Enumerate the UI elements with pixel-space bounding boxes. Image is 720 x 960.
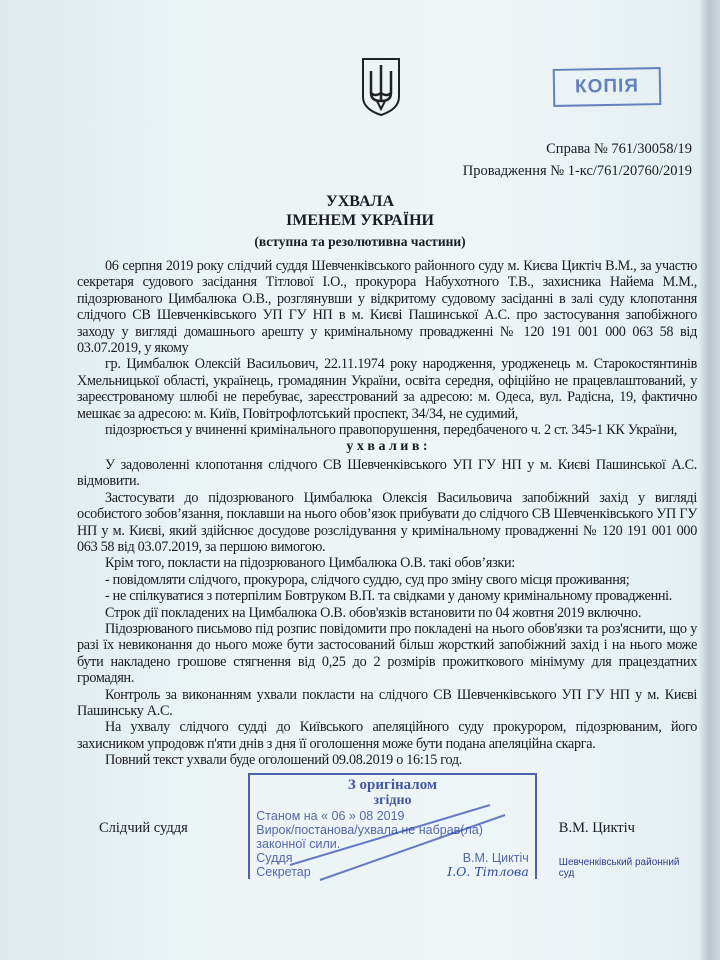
ruling-paragraph: У задоволенні клопотання слідчого СВ Шевченківського УП ГУ НП у м. Києві Пашинської А.С. відмовити. — [77, 456, 697, 490]
ruling-paragraph: - не спілкуватися з потерпілим Бовтруком В.П. та свідками у даному кримінальному провадженні. — [105, 588, 673, 605]
proceeding-number: Провадження № 1-кс/761/20760/2019 — [462, 163, 692, 179]
document-title: УХВАЛА — [326, 193, 394, 210]
document-note: (вступна та резолютивна частини) — [254, 234, 466, 249]
stamp-secretary-label: Секретар — [256, 864, 311, 879]
case-number: Справа № 761/30058/19 — [546, 141, 692, 157]
ruling-paragraph: Повний текст ухвали буде оголошений 09.08.2019 о 16:15 год. — [105, 752, 463, 769]
stamp-line-2: законної сили. — [256, 836, 341, 851]
signature-role: Слідчий суддя — [99, 819, 188, 836]
ruling-paragraph: Застосувати до підозрюваного Цимбалюка Олексія Васильовича запобіжний захід у вигляді особистого зобов’язання, поклавши на нього обов’язок прибувати до слідчого СВ Шевченківського УП ГУ НП у м. Києві, який здійснює досудове розслідування у кримінальному провадженні № 120 191 001 000 063 58 від 03.07.2019, за першою вимогою. — [77, 489, 697, 555]
suspect-paragraph: гр. Цимбалюк Олексій Васильович, 22.11.1974 року народження, уродженець м. Старокостянтинів Хмельницької області, українець, громадянин України, освіта середня, офіційно не працевлаштований, у зареєстрованому шлюбі не перебуває, зареєстрований за адресою: м. Одеса, вул. Радісна, 19, фактично мешкає за адресою: м. Київ, Повітрофлотський проспект, 34/34, не судимий, — [77, 356, 697, 422]
ruling-paragraph: Підозрюваного письмово під розпис повідомити про покладені на нього обов'язки та роз'яснити, що у разі їх невиконання до нього може бути застосований більш жорсткий запобіжний захід і на нього може бути накладено грошове стягнення від 0,25 до 2 розмірів прожиткового мінімуму для працездатних громадян. — [77, 620, 697, 687]
signature-row — [77, 773, 697, 879]
stamp-judge-label: Суддя — [256, 850, 293, 865]
ruling-paragraph: Строк дії покладених на Цимбалюка О.В. обов'язків встановити по 04 жовтня 2019 включно. — [105, 604, 642, 621]
charge-paragraph: підозрюється у вчиненні кримінального правопорушення, передбаченого ч. 2 ст. 345-1 КК України, — [105, 422, 678, 439]
stamp-secretary-signature: І.О. Тітлова — [447, 863, 529, 879]
stamp-heading: З оригіналом — [347, 776, 438, 793]
court-stamp-text: Шевченківський районний суд — [558, 856, 680, 879]
ruling-paragraph: - повідомляти слідчого, прокурора, слідчого суддю, суд про зміну свого місця проживання; — [105, 571, 630, 588]
document-body — [77, 258, 697, 879]
stamp-line-1: Вирок/постанова/ухвала не набрав(ла) — [256, 822, 483, 837]
copy-stamp: КОПІЯ — [553, 67, 662, 107]
stamp-as-of: Станом на « 06 » 08 2019 — [256, 808, 405, 823]
resolved-heading: у х в а л и в : — [346, 439, 428, 455]
coat-of-arms-trident-icon — [361, 57, 401, 117]
ruling-paragraph: Контроль за виконанням ухвали покласти на слідчого СВ Шевченківського УП ГУ НП у м. Києві Пашинську А.С. — [77, 686, 697, 719]
stamp-judge-name: В.М. Циктіч — [462, 850, 529, 865]
signature-name: В.М. Циктіч — [558, 819, 635, 836]
ruling-paragraph: На ухвалу слідчого судді до Київського апеляційного суду прокурором, підозрюваним, його захисником упродовж п'яти днів з дня її оголошення може бути подана апеляційна скарга. — [77, 719, 697, 752]
document-subtitle: ІМЕНЕМ УКРАЇНИ — [286, 212, 434, 229]
stamp-heading-2: згідно — [373, 792, 412, 808]
ruling-paragraph: Крім того, покласти на підозрюваного Цимбалюка О.В. такі обов’язки: — [105, 555, 515, 572]
intro-paragraph: 06 серпня 2019 року слідчий суддя Шевченківського районного суду м. Києва Циктіч В.М., за участю секретаря судового засідання Тітлової І.О., прокурора Набухотного Т.В., захисника Найема М.М., підозрюваного Цимбалюка О.В., розглянувши у відкритому судовому засіданні в залі суду клопотання слідчого СВ Шевченківського УП ГУ НП в м. Києві Пашинської А.С. про застосування запобіжного заходу у вигляді домашнього арешту у кримінальному провадженні № 120 191 001 000 063 58 від 03.07.2019, у якому — [77, 258, 697, 357]
certification-stamp — [248, 773, 537, 879]
